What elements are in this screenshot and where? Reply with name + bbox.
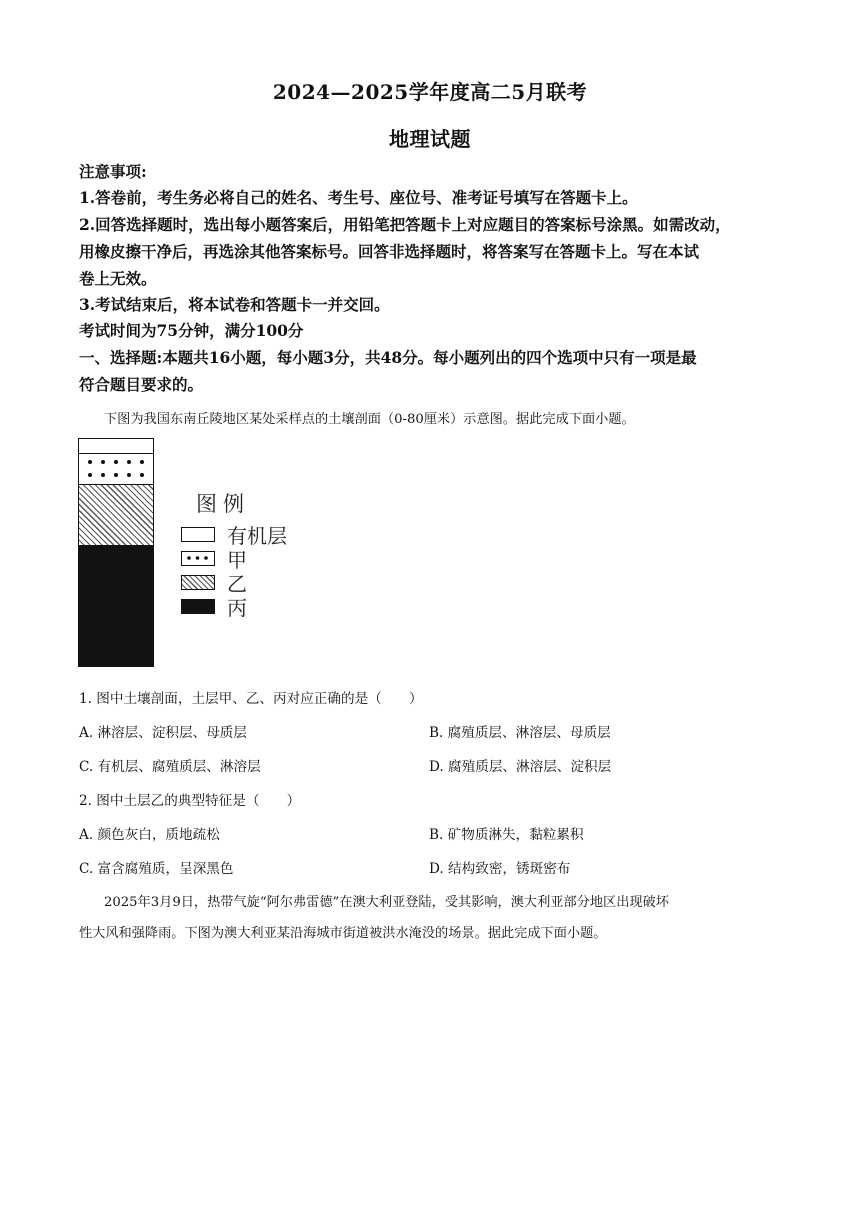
legend-label: 甲 [227,548,247,572]
question-1-option-d: D. 腐殖质层、淋溶层、淀积层 [429,759,612,775]
notice-item-1: 1.答卷前，考生务必将自己的姓名、考生号、座位号、准考证号填写在答题卡上。 [79,188,638,207]
dots-pattern [79,454,152,484]
question-2-option-b: B. 矿物质淋失，黏粒累积 [429,827,584,843]
question-1-option-c: C. 有机层、腐殖质层、淋溶层 [79,759,261,775]
legend-swatch-blank [181,527,215,542]
notice-item-2-line-1: 2.回答选择题时，选出每小题答案后，用铅笔把答题卡上对应题目的答案标号涂黑。如需改动， [79,215,731,234]
question-1-stem: 1. 图中土壤剖面，土层甲、乙、丙对应正确的是（ ） [79,691,423,707]
legend-swatch-hatched [181,575,215,590]
exam-title: 2024—2025学年度高二5月联考 [272,80,588,104]
notice-item-2-line-3: 卷上无效。 [79,269,157,288]
question-group-1-intro: 下图为我国东南丘陵地区某处采样点的土壤剖面（0-80厘米）示意图。据此完成下面小题。 [104,412,635,427]
legend-label: 有机层 [227,524,287,548]
soil-layer-bing [78,545,154,667]
notice-item-2-line-2: 用橡皮擦干净后，再选涂其他答案标号。回答非选择题时，将答案写在答题卡上。写在本试 [79,242,700,261]
subject-title: 地理试题 [389,127,471,151]
soil-layer-jia [78,454,154,484]
question-2-option-a: A. 颜色灰白，质地疏松 [79,827,220,843]
question-1-option-b: B. 腐殖质层、淋溶层、母质层 [429,725,611,741]
soil-profile-figure [78,438,298,670]
question-group-2-intro-line-2: 性大风和强降雨。下图为澳大利亚某沿海城市街道被洪水淹没的场景。据此完成下面小题。 [79,926,607,941]
section-1-heading-line-1: 一、选择题:本题共16小题，每小题3分，共48分。每小题列出的四个选项中只有一项是最 [79,348,697,367]
question-group-2-intro-line-1: 2025年3月9日，热带气旋“阿尔弗雷德”在澳大利亚登陆，受其影响，澳大利亚部分地区出现破坏 [104,895,669,910]
soil-layer-yi [78,484,154,545]
question-1-option-a: A. 淋溶层、淀积层、母质层 [79,725,247,741]
section-1-heading-line-2: 符合题目要求的。 [79,375,204,394]
question-2-option-c: C. 富含腐殖质，呈深黑色 [79,861,234,877]
notice-heading: 注意事项: [79,162,147,181]
notice-item-3: 3.考试结束后，将本试卷和答题卡一并交回。 [79,295,390,314]
legend-swatch-dots [181,551,215,566]
question-2-stem: 2. 图中土层乙的典型特征是（ ） [79,793,301,809]
legend-label: 乙 [227,572,247,596]
legend-swatch-solid [181,599,215,614]
legend-label: 丙 [227,596,247,620]
legend-title: 图例 [196,492,250,516]
exam-time-note: 考试时间为75分钟，满分100分 [79,321,304,340]
soil-layer-organic [78,438,154,454]
question-2-option-d: D. 结构致密，锈斑密布 [429,861,571,877]
